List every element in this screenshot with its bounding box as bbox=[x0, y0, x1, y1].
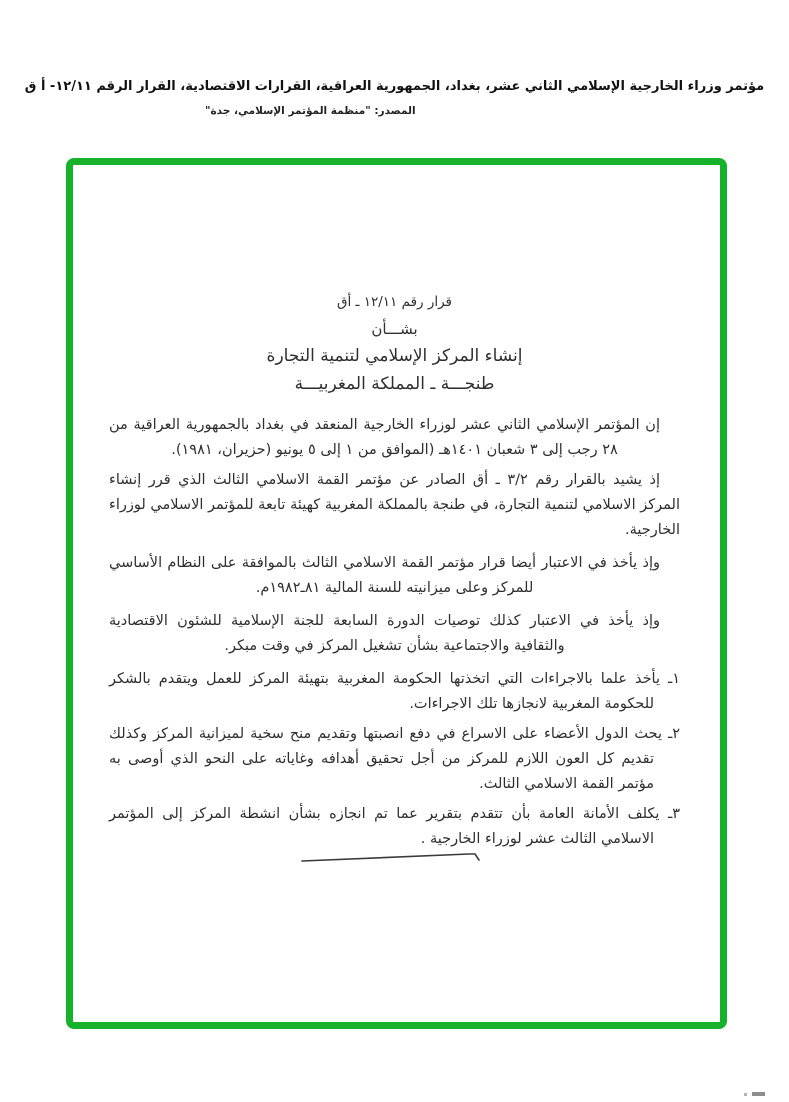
resolution-location: طنجـــة ـ المملكة المغربيـــة bbox=[294, 374, 495, 394]
scan-artifact bbox=[744, 1093, 747, 1096]
document-citation-header: مؤتمر وزراء الخارجية الإسلامي الثاني عشر، بغداد، الجمهورية العراقية، القرارات الاقتصادية، القرار الرقم ١٢/١١- أ ق bbox=[24, 79, 765, 94]
preamble-paragraph: إذ يشيد بالقرار رقم ٣/٢ ـ أق الصادر عن مؤتمر القمة الاسلامي الثالث الذي قرر إنشاء المركز الاسلامي لتنمية التجارة، في طنجة بالمملكة المغربية كهيئة تابعة للمؤتمر الاسلامي لوزراء الخارجية. bbox=[109, 472, 680, 538]
scan-artifact bbox=[752, 1092, 765, 1096]
source-line: المصدر: "منظمة المؤتمر الإسلامي، جدة" bbox=[205, 105, 416, 117]
signature-line bbox=[301, 851, 491, 865]
preamble-paragraph: إن المؤتمر الإسلامي الثاني عشر لوزراء الخارجية المنعقد في بغداد بالجمهورية العراقية من ٢٨ رجب إلى ٣ شعبان ١٤٠١هـ (الموافق من ١ إلى ٥ يونيو (حزيران، ١٩٨١). bbox=[109, 417, 660, 458]
resolution-subject: إنشاء المركز الإسلامي لتنمية التجارة bbox=[266, 346, 523, 366]
operative-item: ٢ـ يحث الدول الأعضاء على الاسراع في دفع انصبتها وتقديم منح سخية لميزانية المركز وكذلك تقديم كل العون اللازم للمركز من أجل تحقيق أهدافه وغاياته على النحو الذي أوصى به مؤتمر القمة الاسلامي الثالث. bbox=[109, 726, 680, 792]
operative-item: ٣ـ يكلف الأمانة العامة بأن تتقدم بتقرير عما تم انجازه بشأن انشطة المركز إلى المؤتمر الاسلامي الثالث عشر لوزراء الخارجية . bbox=[109, 806, 680, 847]
document-frame bbox=[66, 158, 727, 1029]
operative-item: ١ـ يأخذ علما بالاجراءات التي اتخذتها الحكومة المغربية بتهيئة المركز للعمل ويتقدم بالشكر للحكومة المغربية لانجازها تلك الاجراءات. bbox=[109, 671, 680, 712]
preamble-paragraph: وإذ يأخذ في الاعتبار كذلك توصيات الدورة السابعة للجنة الإسلامية للشئون الاقتصادية والثقافية والاجتماعية بشأن تشغيل المركز في وقت مبكر. bbox=[109, 613, 660, 654]
scanned-document bbox=[109, 293, 680, 857]
preamble-paragraph: وإذ يأخذ في الاعتبار أيضا قرار مؤتمر القمة الاسلامي الثالث بالموافقة على النظام الأساسي للمركز وعلى ميزانيته للسنة المالية ٨١ـ١٩٨٢م. bbox=[109, 555, 660, 596]
regarding-label: بشـــأن bbox=[371, 320, 418, 338]
resolution-number: قرار رقم ١٢/١١ ـ أق bbox=[336, 294, 453, 310]
